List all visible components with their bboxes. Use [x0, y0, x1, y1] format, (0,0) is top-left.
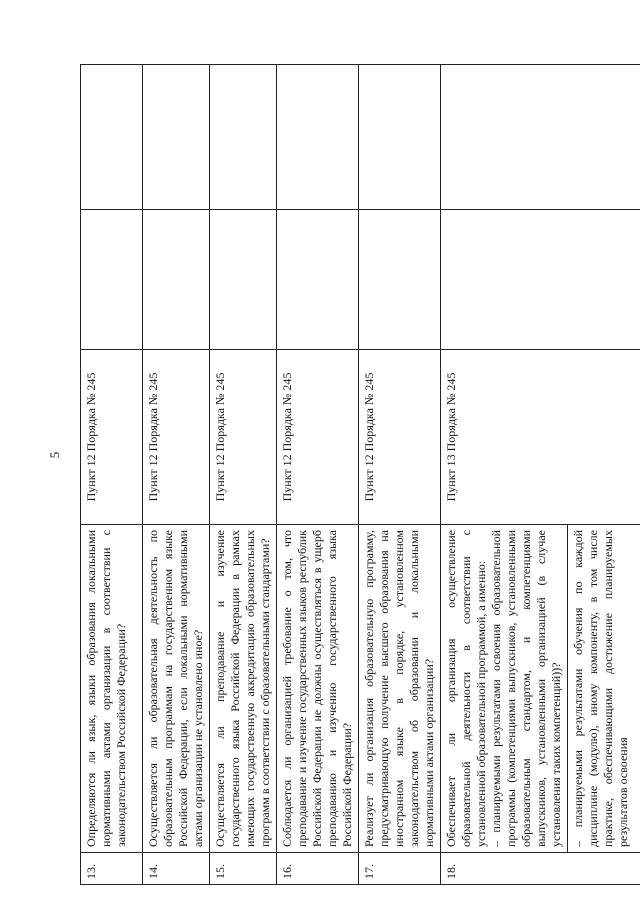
table-row	[277, 65, 359, 885]
empty-answer-cell	[81, 210, 143, 350]
question-text: Реализует ли организация образовательную программу, предусматривающую получение высшего образования на иностранном языке в порядке, установленном законодательством об образовании и локальными нормативными актами организации?	[359, 525, 441, 853]
legal-reference: Пункт 12 Порядка № 245	[359, 350, 441, 525]
table-row	[81, 65, 143, 885]
question-item: – планируемыми результатами освоения образовательной программы (компетенциями выпускников, установленными образовательным стандартом, и компетенциями выпускников, установленными организацией (в случае установления таких компетенций))?	[489, 530, 563, 847]
question-text: Соблюдается ли организацией требование о том, что преподавание и изучение государственных языков республик Российской Федерации не должны осуществляться в ущерб преподаванию и изучению государственного языка Российской Федерации?	[277, 525, 359, 853]
row-number: 15.	[210, 853, 277, 885]
question-continued: – планируемыми результатами обучения по каждой дисциплине (модулю), иному компоненту, в том числе практике, обеспечивающими достижение планируемых результатов освоения	[568, 525, 640, 853]
legal-reference: Пункт 12 Порядка № 245	[210, 350, 277, 525]
empty-notes-cell	[277, 65, 359, 210]
rotated-checklist-frame	[80, 65, 630, 885]
row-number: 18.	[441, 853, 640, 885]
question-text	[441, 525, 568, 853]
row-number: 17.	[359, 853, 441, 885]
legal-reference: Пункт 13 Порядка № 245	[441, 350, 640, 525]
question-text: Осуществляется ли преподавание и изучение государственного языка Российской Федерации в рамках имеющих государственную аккредитацию образовательных программ в соответствии с образовательными стандартами?	[210, 525, 277, 853]
empty-answer-cell	[210, 210, 277, 350]
table-row	[143, 65, 210, 885]
empty-notes-cell	[359, 65, 441, 210]
question-intro: Обеспечивает ли организация осуществление образовательной деятельности в соответствии с установленной образовательной программой, а именно:	[444, 530, 488, 847]
table-row	[441, 65, 568, 885]
table-row	[359, 65, 441, 885]
question-text: Определяются ли язык, языки образования локальными нормативными актами организации в соответствии с законодательством Российской Федерации?	[81, 525, 143, 853]
empty-notes-cell	[81, 65, 143, 210]
legal-reference: Пункт 12 Порядка № 245	[143, 350, 210, 525]
empty-notes-cell	[210, 65, 277, 210]
legal-reference: Пункт 12 Порядка № 245	[81, 350, 143, 525]
row-number: 16.	[277, 853, 359, 885]
legal-reference: Пункт 12 Порядка № 245	[277, 350, 359, 525]
empty-notes-cell	[143, 65, 210, 210]
table-row	[210, 65, 277, 885]
empty-answer-cell	[277, 210, 359, 350]
row-number: 14.	[143, 853, 210, 885]
empty-answer-cell	[359, 210, 441, 350]
page-number: 5	[47, 451, 62, 459]
empty-notes-cell	[441, 65, 640, 210]
row-number: 13.	[81, 853, 143, 885]
empty-answer-cell	[441, 210, 640, 350]
question-text: Осуществляется ли образовательная деятельность по образовательным программам на государственном языке Российской Федерации, если локальными нормативными актами организации не установлено иное?	[143, 525, 210, 853]
checklist-table	[80, 64, 640, 885]
empty-answer-cell	[143, 210, 210, 350]
